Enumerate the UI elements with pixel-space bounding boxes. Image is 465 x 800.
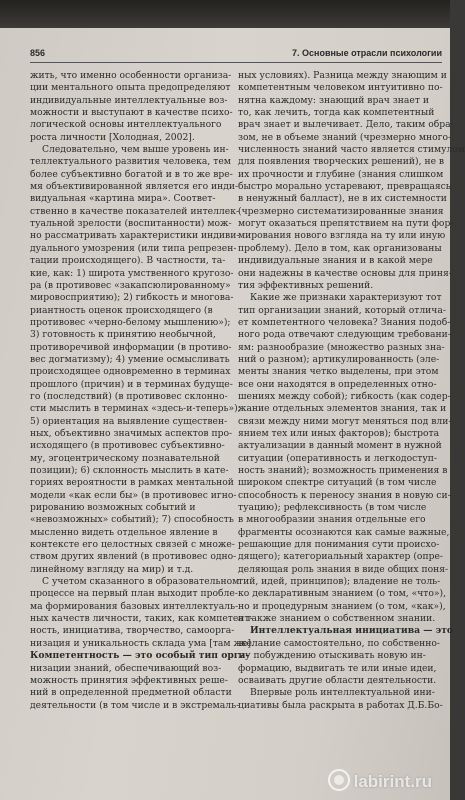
text-line: можность принятия эффективных реше- <box>30 674 228 686</box>
text-line: они надежны в качестве основы для приня- <box>238 267 452 279</box>
text-line: ных качеств личности, таких, как компетент- <box>30 613 253 625</box>
text-line: актуализации в данный момент в нужной <box>238 440 442 452</box>
text-line: более субъективно богатой и в то же вре- <box>30 168 233 180</box>
text-line: циативы была раскрыта в работах Д.Б.Бо- <box>238 699 443 711</box>
text-line: линейному взгляду на мир) и т.д. <box>30 563 194 575</box>
text-line: индивидуальные знания и в какой мере <box>238 255 433 267</box>
text-line: шениях между собой); гибкость (как содер- <box>238 390 451 402</box>
watermark-text: labirint.ru <box>353 772 432 791</box>
text-line: компетентным человеком интуитивно по- <box>238 82 443 94</box>
text-line: теллектуального развития человека, тем <box>30 156 231 168</box>
text-line: мя объективированной является его инди- <box>30 181 239 193</box>
text-line: формацию, выдвигать те или иные идеи, <box>238 662 437 674</box>
text-line: желание самостоятельно, по собственно- <box>238 637 441 649</box>
text-line: С учетом сказанного в образовательном <box>42 576 240 588</box>
text-line: дящего); категориальный характер (опре- <box>238 551 444 563</box>
text-line: врач знает и вылечивает. Дело, таким обра- <box>238 119 454 131</box>
text-line: гориях вероятности в рамках ментальной <box>30 477 234 489</box>
text-line: жить, что именно особенности организа- <box>30 70 232 81</box>
text-line: ных условиях). Разница между знающим и <box>238 70 447 81</box>
text-line: но рассматривать характеристики индиви- <box>30 230 240 242</box>
text-line: «невозможных» событий); 7) способность <box>30 514 234 526</box>
text-line: низации знаний, обеспечивающий воз- <box>30 662 222 674</box>
text-line: кие, как: 1) широта умственного кругозо- <box>30 267 234 279</box>
text-line: тации происходящего). В частности, та- <box>30 255 226 267</box>
text-line: противовес «черно-белому мышлению»); <box>30 316 231 328</box>
page-number: 856 <box>30 48 46 58</box>
text-line: прошлого (причин) и в терминах будуще- <box>30 378 233 390</box>
text-line: риантность оценок происходящего (в <box>30 304 213 316</box>
text-line: му побуждению отыскивать новую ин- <box>238 650 426 662</box>
text-line: нятна каждому: знающий врач знает и <box>238 94 429 106</box>
text-line: Впервые роль интеллектуальной ини- <box>250 687 435 699</box>
text-line: туальной зрелости (воспитанности) мож- <box>30 218 232 230</box>
text-line: контексте его целостных связей с множе- <box>30 539 235 551</box>
text-line: исходящего (в противовес субъективно- <box>30 440 225 452</box>
text-line: ных, объективно значимых аспектов про- <box>30 427 233 439</box>
text-line: логической основы интеллектуального <box>30 119 222 131</box>
chapter-title: 7. Основные отрасли психологии <box>292 48 442 58</box>
text-line: жание отдельных элементов знания, так и <box>238 403 447 415</box>
text-line: деляющая роль знания в виде общих поня- <box>238 563 449 575</box>
text-line: а также знанием о собственном знании. <box>238 613 436 625</box>
text-line: мировосприятию); 2) гибкость и многова- <box>30 292 234 304</box>
labirint-logo-icon <box>328 769 350 791</box>
text-line: мирования нового взгляда на ту или иную <box>238 230 446 242</box>
text-line: их прочности и глубине (знания слишком <box>238 168 444 180</box>
text-line: Компетентность — это особый тип орга- <box>30 650 250 662</box>
text-line: 5) ориентация на выявление существен- <box>30 415 228 427</box>
text-line: то, как лечить, тогда как компетентный <box>238 107 435 119</box>
text-line: индивидуальные интеллектуальные воз- <box>30 94 228 106</box>
text-line: ность знаний); возможность применения в <box>238 465 448 476</box>
text-line: происходящее одновременно в терминах <box>30 366 231 378</box>
text-line: тий, идей, принципов); владение не толь- <box>238 576 441 588</box>
text-line: дуального умозрения (или типа репрезен- <box>30 242 237 254</box>
text-line: ям: разнообразие (множество разных зна- <box>238 341 445 353</box>
text-line: янием тех или иных факторов); быстрота <box>238 427 440 439</box>
text-line: ко декларативным знанием (о том, «что»), <box>238 588 447 600</box>
text-line: ции ментального опыта предопределяют <box>30 82 231 94</box>
text-line: связи между ними могут меняться под вли- <box>238 415 452 427</box>
text-line: Интеллектуальная инициатива — это <box>250 625 454 637</box>
text-line: но и процедурным знанием (о том, «как»), <box>238 600 446 612</box>
text-line: модели «как если бы» (в противовес игно- <box>30 489 237 501</box>
text-line: 3) готовность к принятию необычной, <box>30 329 216 341</box>
book-gutter-shadow <box>0 0 450 28</box>
text-line: противоречивой информации (в противо- <box>30 341 232 353</box>
text-line: ность, инициатива, творчество, самоорга- <box>30 625 235 637</box>
text-line: низация и уникальность склада ума [там же]. <box>30 637 254 649</box>
text-line: можности и выступают в качестве психо- <box>30 107 233 119</box>
text-line: видуальная «картина мира». Соответ- <box>30 193 216 205</box>
text-line: Какие же признаки характеризуют тот <box>250 292 442 304</box>
text-line: в ненужный балласт), не в их системности <box>238 193 447 205</box>
text-line: Следовательно, чем выше уровень ин- <box>42 144 229 156</box>
text-line: рированию возможных событий и <box>30 502 196 514</box>
text-line: сти мыслить в терминах «здесь-и-теперь»); <box>30 403 241 415</box>
text-line: ством других явлений (в противовес одно- <box>30 551 237 563</box>
text-line: позиции); 6) склонность мыслить в кате- <box>30 465 229 476</box>
text-line: быстро морально устаревают, превращаясь <box>238 181 451 193</box>
text-line: го (последствий) (в противовес склонно- <box>30 390 228 402</box>
text-line: широком спектре ситуаций (в том числе <box>238 477 437 489</box>
text-line: ного рода отвечают следующим требовани- <box>238 329 451 341</box>
text-line: процессе на первый план выходит пробле- <box>30 588 238 600</box>
text-line: деятельности (в том числе и в экстремаль- <box>30 699 240 711</box>
text-line: численность знаний часто является стимулом <box>238 144 465 156</box>
text-line: вес догматизму); 4) умение осмысливать <box>30 353 230 365</box>
text-line: ситуации (оперативность и легкодоступ- <box>238 452 437 464</box>
text-line: могут оказаться препятствием на пути фор- <box>238 218 454 230</box>
text-line: зом, не в объеме знаний (чрезмерно много- <box>238 131 452 143</box>
text-line: все они находятся в определенных отно- <box>238 378 437 390</box>
text-line: ма формирования базовых интеллектуаль- <box>30 600 239 612</box>
text-line: роста личности [Холодная, 2002]. <box>30 131 195 143</box>
right-text-column <box>238 70 465 712</box>
text-line: решающие для понимания сути происхо- <box>238 539 440 551</box>
text-line: способность к переносу знания в новую си- <box>238 489 451 501</box>
book-page <box>0 28 465 800</box>
text-line: тип организации знаний, который отлича- <box>238 304 446 316</box>
text-line: туацию); рефлексивность (в том числе <box>238 502 427 514</box>
text-line: ет компетентного человека? Знания подоб- <box>238 316 451 328</box>
text-line: фрагменты осознаются как самые важные, <box>238 526 450 538</box>
text-line: для появления творческих решений), не в <box>238 156 445 168</box>
text-line: в многообразии знания отдельные его <box>238 514 426 526</box>
running-header <box>30 46 442 63</box>
text-line: ра (в противовес «закапсюлированному» <box>30 279 231 291</box>
text-line: ственно в качестве показателей интеллек- <box>30 205 240 217</box>
text-line: му, эгоцентрическому познавательной <box>30 452 220 464</box>
text-line: (чрезмерно систематизированные знания <box>238 205 444 217</box>
text-line: ний о разном); артикулированность (эле- <box>238 353 440 365</box>
text-line: менты знания четко выделены, при этом <box>238 366 439 378</box>
left-text-column <box>30 70 254 712</box>
text-line: тия эффективных решений. <box>238 279 374 291</box>
text-line: проблему). Дело в том, как организованы <box>238 242 442 254</box>
text-line: мысленно видеть отдельное явление в <box>30 526 218 538</box>
text-line: ний в определенной предметной области <box>30 687 232 699</box>
text-line: осваивать другие области деятельности. <box>238 674 437 686</box>
watermark <box>328 769 432 792</box>
